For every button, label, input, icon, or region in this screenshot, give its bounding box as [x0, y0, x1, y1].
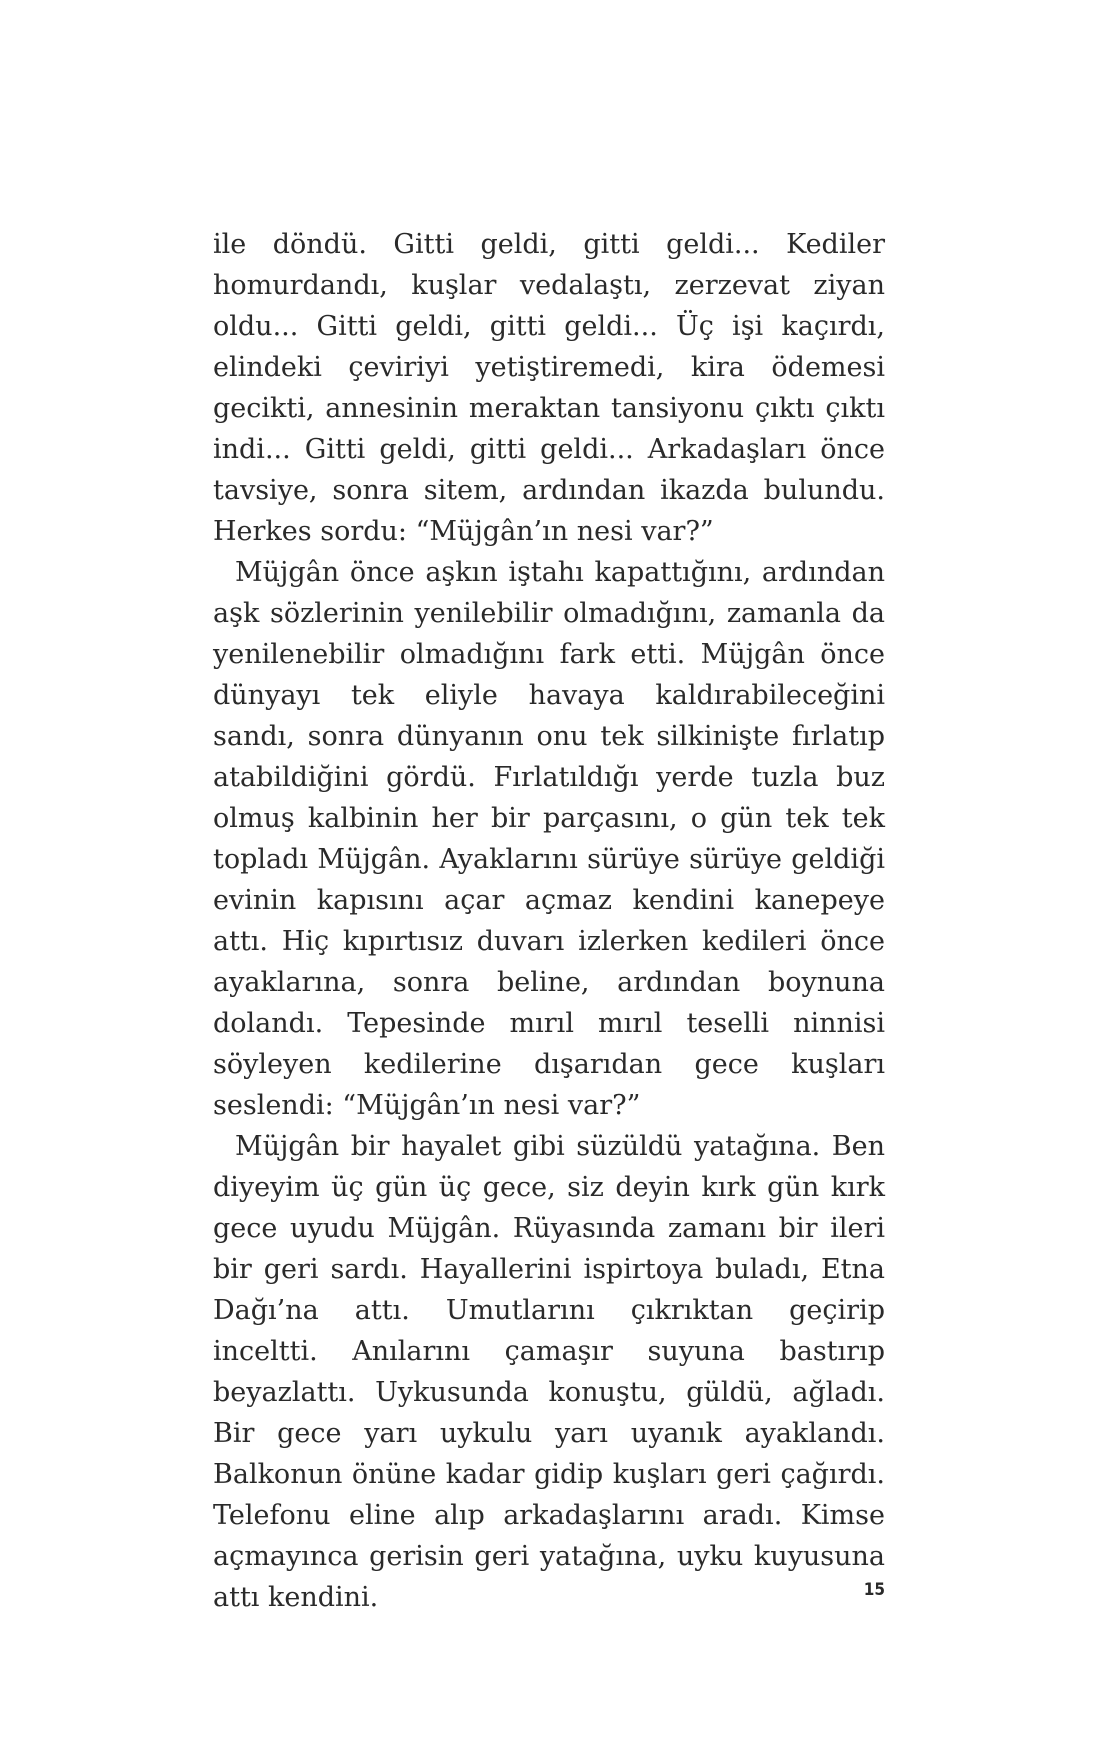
paragraph-2: Müjgân önce aşkın iştahı kapattığını, ardından aşk sözlerinin yenilebilir olmadığını, zamanla da yenilenebilir olmadığını fark etti. Müjgân önce dünyayı tek eliyle havaya kaldırabileceğini sandı, sonra dünyanın onu tek silkinişte fırlatıp atabildiğini gördü. Fırlatıldığı yerde tuzla buz olmuş kalbinin her bir parçasını, o gün tek tek topladı Müjgân. Ayaklarını sürüye sürüye geldiği evinin kapısını açar açmaz kendini kanepeye attı. Hiç kıpırtısız duvarı izlerken kedileri önce ayaklarına, sonra beline, ardından boynuna dolandı. Tepesinde mırıl mırıl teselli ninnisi söyleyen kedilerine dışarıdan gece kuşları seslendi: “Müjgân’ın nesi var?” [213, 557, 885, 1121]
page-number: 15 [863, 1580, 885, 1600]
body-text [213, 224, 885, 1618]
paragraph-3: Müjgân bir hayalet gibi süzüldü yatağına. Ben diyeyim üç gün üç gece, siz deyin kırk gün kırk gece uyudu Müjgân. Rüyasında zamanı bir ileri bir geri sardı. Hayallerini ispirtoya buladı, Etna Dağı’na attı. Umutlarını çıkrıktan geçirip inceltti. Anılarını çamaşır suyuna bastırıp beyazlattı. Uykusunda konuştu, güldü, ağladı. Bir gece yarı uykulu yarı uyanık ayaklandı. Balkonun önüne kadar gidip kuşları geri çağırdı. Telefonu eline alıp arkadaşlarını aradı. Kimse açmayınca gerisin geri yatağına, uyku kuyusuna attı kendini. [213, 1131, 885, 1613]
paragraph-1: ile döndü. Gitti geldi, gitti geldi... Kediler homurdandı, kuşlar vedalaştı, zerzevat ziyan oldu... Gitti geldi, gitti geldi... Üç işi kaçırdı, elindeki çeviriyi yetiştiremedi, kira ödemesi gecikti, annesinin meraktan tansiyonu çıktı çıktı indi... Gitti geldi, gitti geldi... Arkadaşları önce tavsiye, sonra sitem, ardından ikazda bulundu. Herkes sordu: “Müjgân’ın nesi var?” [213, 229, 885, 547]
